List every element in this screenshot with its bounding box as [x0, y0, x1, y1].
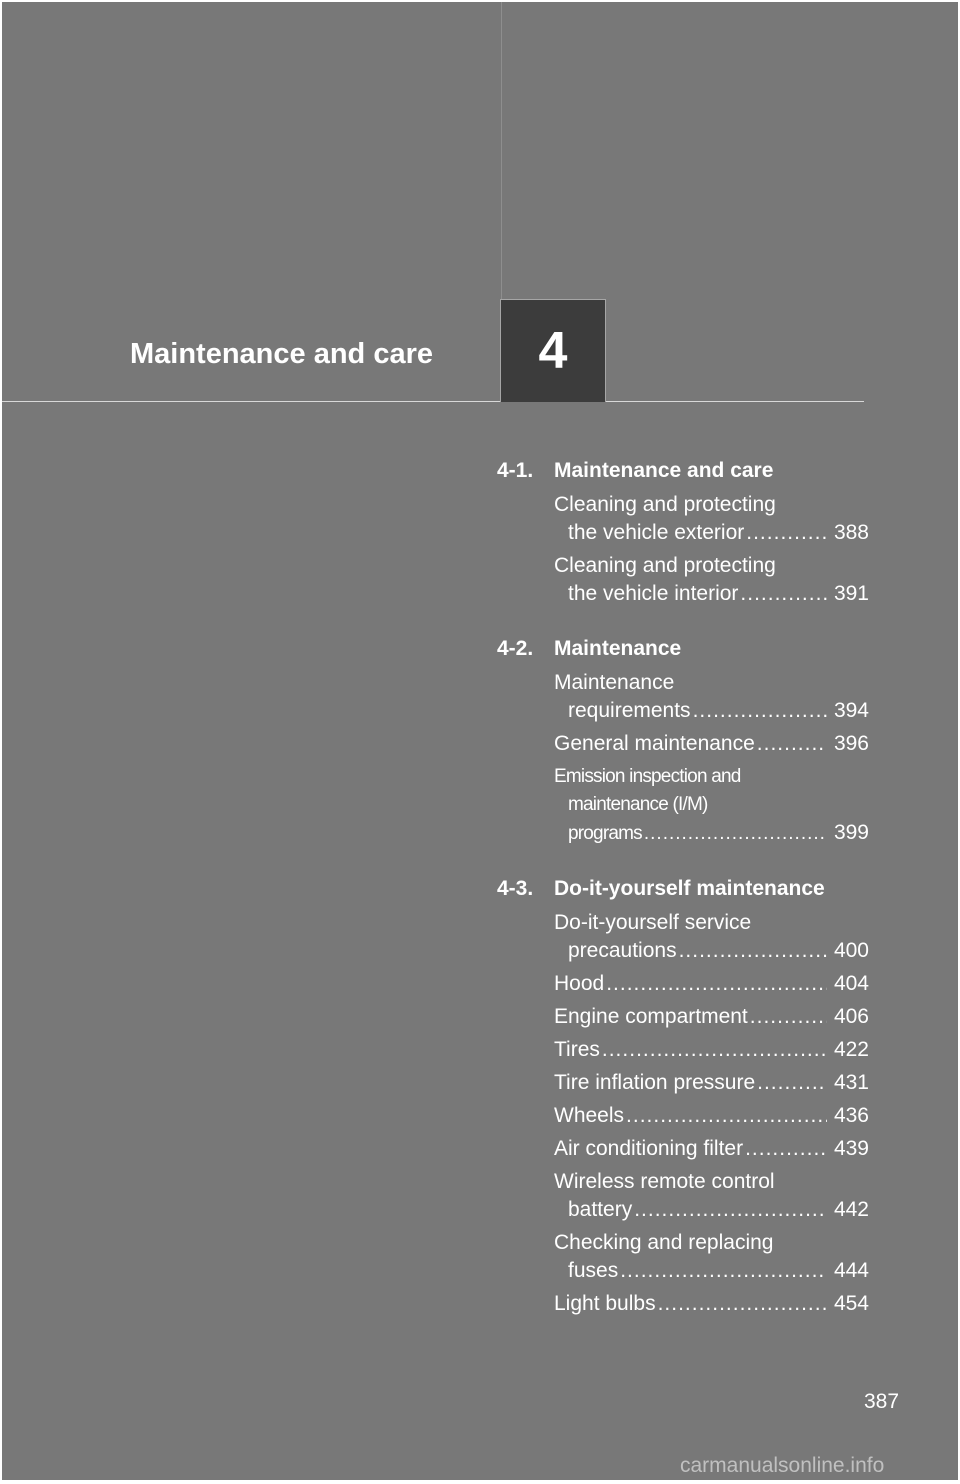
toc-entry[interactable] — [497, 669, 869, 725]
dot-leader — [634, 1196, 827, 1224]
toc-entry[interactable] — [497, 909, 869, 965]
entry-page: 436 — [833, 1104, 869, 1127]
toc-entry[interactable] — [497, 1229, 869, 1285]
entry-page: 444 — [833, 1259, 869, 1282]
entry-title: General maintenance — [554, 732, 755, 755]
entry-title-cont: battery — [568, 1198, 633, 1221]
toc-entry[interactable] — [497, 1290, 869, 1318]
dot-leader — [750, 1003, 827, 1031]
toc-entry[interactable] — [497, 1168, 869, 1224]
page-number: 387 — [864, 1390, 900, 1413]
dot-leader — [679, 937, 827, 965]
entry-page: 399 — [833, 821, 869, 844]
dot-leader — [757, 1069, 827, 1097]
entry-title: Engine compartment — [554, 1005, 748, 1028]
dot-leader — [693, 697, 827, 725]
entry-title-cont: the vehicle exterior — [568, 521, 745, 544]
entry-page: 422 — [833, 1038, 869, 1061]
dot-leader — [745, 1135, 827, 1163]
chapter-title: Maintenance and care — [130, 338, 433, 370]
dot-leader — [644, 820, 827, 848]
dot-leader — [606, 970, 827, 998]
toc-section-4-3 — [497, 874, 869, 1318]
entry-page: 404 — [833, 972, 869, 995]
entry-title: Tires — [554, 1038, 600, 1061]
entry-page: 439 — [833, 1137, 869, 1160]
entry-title: Light bulbs — [554, 1292, 656, 1315]
toc-entry[interactable] — [497, 730, 869, 758]
table-of-contents — [497, 456, 869, 1344]
entry-title: Hood — [554, 972, 605, 995]
dot-leader — [602, 1036, 827, 1064]
section-heading[interactable] — [497, 456, 869, 486]
entry-page: 388 — [833, 521, 869, 544]
entry-title-cont: programs — [568, 823, 642, 844]
entry-page: 431 — [833, 1071, 869, 1094]
toc-entry[interactable] — [497, 552, 869, 608]
section-number: 4-1. — [497, 459, 534, 482]
toc-entry[interactable] — [497, 1069, 869, 1097]
dot-leader — [746, 519, 827, 547]
section-number: 4-2. — [497, 637, 534, 660]
dot-leader — [658, 1290, 827, 1318]
toc-entry[interactable] — [497, 970, 869, 998]
section-title: Maintenance — [554, 637, 682, 660]
dot-leader — [740, 580, 827, 608]
entry-title-cont: fuses — [568, 1259, 619, 1282]
entry-page: 442 — [833, 1198, 869, 1221]
entry-title: Maintenance — [554, 671, 675, 694]
section-heading[interactable] — [497, 634, 869, 664]
section-heading[interactable] — [497, 874, 869, 904]
entry-title: Wireless remote control — [554, 1170, 775, 1193]
entry-title: Air conditioning filter — [554, 1137, 744, 1160]
entry-page: 391 — [833, 582, 869, 605]
dot-leader — [757, 730, 827, 758]
toc-section-4-1 — [497, 456, 869, 608]
dot-leader — [620, 1257, 827, 1285]
toc-section-4-2 — [497, 634, 869, 848]
entry-title-cont: requirements — [568, 699, 691, 722]
entry-title: Cleaning and protecting — [554, 554, 776, 577]
entry-title: Checking and replacing — [554, 1231, 774, 1254]
toc-entry[interactable] — [497, 1036, 869, 1064]
section-title: Do-it-yourself maintenance — [554, 877, 825, 900]
entry-title-cont: maintenance (I/M) — [568, 794, 708, 815]
vertical-rule — [501, 2, 502, 299]
section-number: 4-3. — [497, 877, 534, 900]
entry-title: Tire inflation pressure — [554, 1071, 756, 1094]
entry-page: 394 — [833, 699, 869, 722]
entry-page: 454 — [833, 1292, 869, 1315]
section-title: Maintenance and care — [554, 459, 774, 482]
horizontal-rule — [2, 401, 864, 402]
entry-page: 400 — [833, 939, 869, 962]
toc-entry[interactable] — [497, 763, 869, 848]
toc-entry[interactable] — [497, 491, 869, 547]
watermark: carmanualsonline.info — [680, 1454, 885, 1477]
entry-title: Do-it-yourself service — [554, 911, 752, 934]
entry-title: Emission inspection and — [554, 766, 741, 787]
entry-page: 396 — [833, 732, 869, 755]
entry-title: Wheels — [554, 1104, 625, 1127]
entry-page: 406 — [833, 1005, 869, 1028]
entry-title-cont: the vehicle interior — [568, 582, 739, 605]
dot-leader — [626, 1102, 827, 1130]
manual-page — [2, 2, 958, 1480]
toc-entry[interactable] — [497, 1135, 869, 1163]
entry-title-cont: precautions — [568, 939, 677, 962]
toc-entry[interactable] — [497, 1003, 869, 1031]
chapter-number: 4 — [500, 299, 606, 402]
entry-title: Cleaning and protecting — [554, 493, 776, 516]
toc-entry[interactable] — [497, 1102, 869, 1130]
